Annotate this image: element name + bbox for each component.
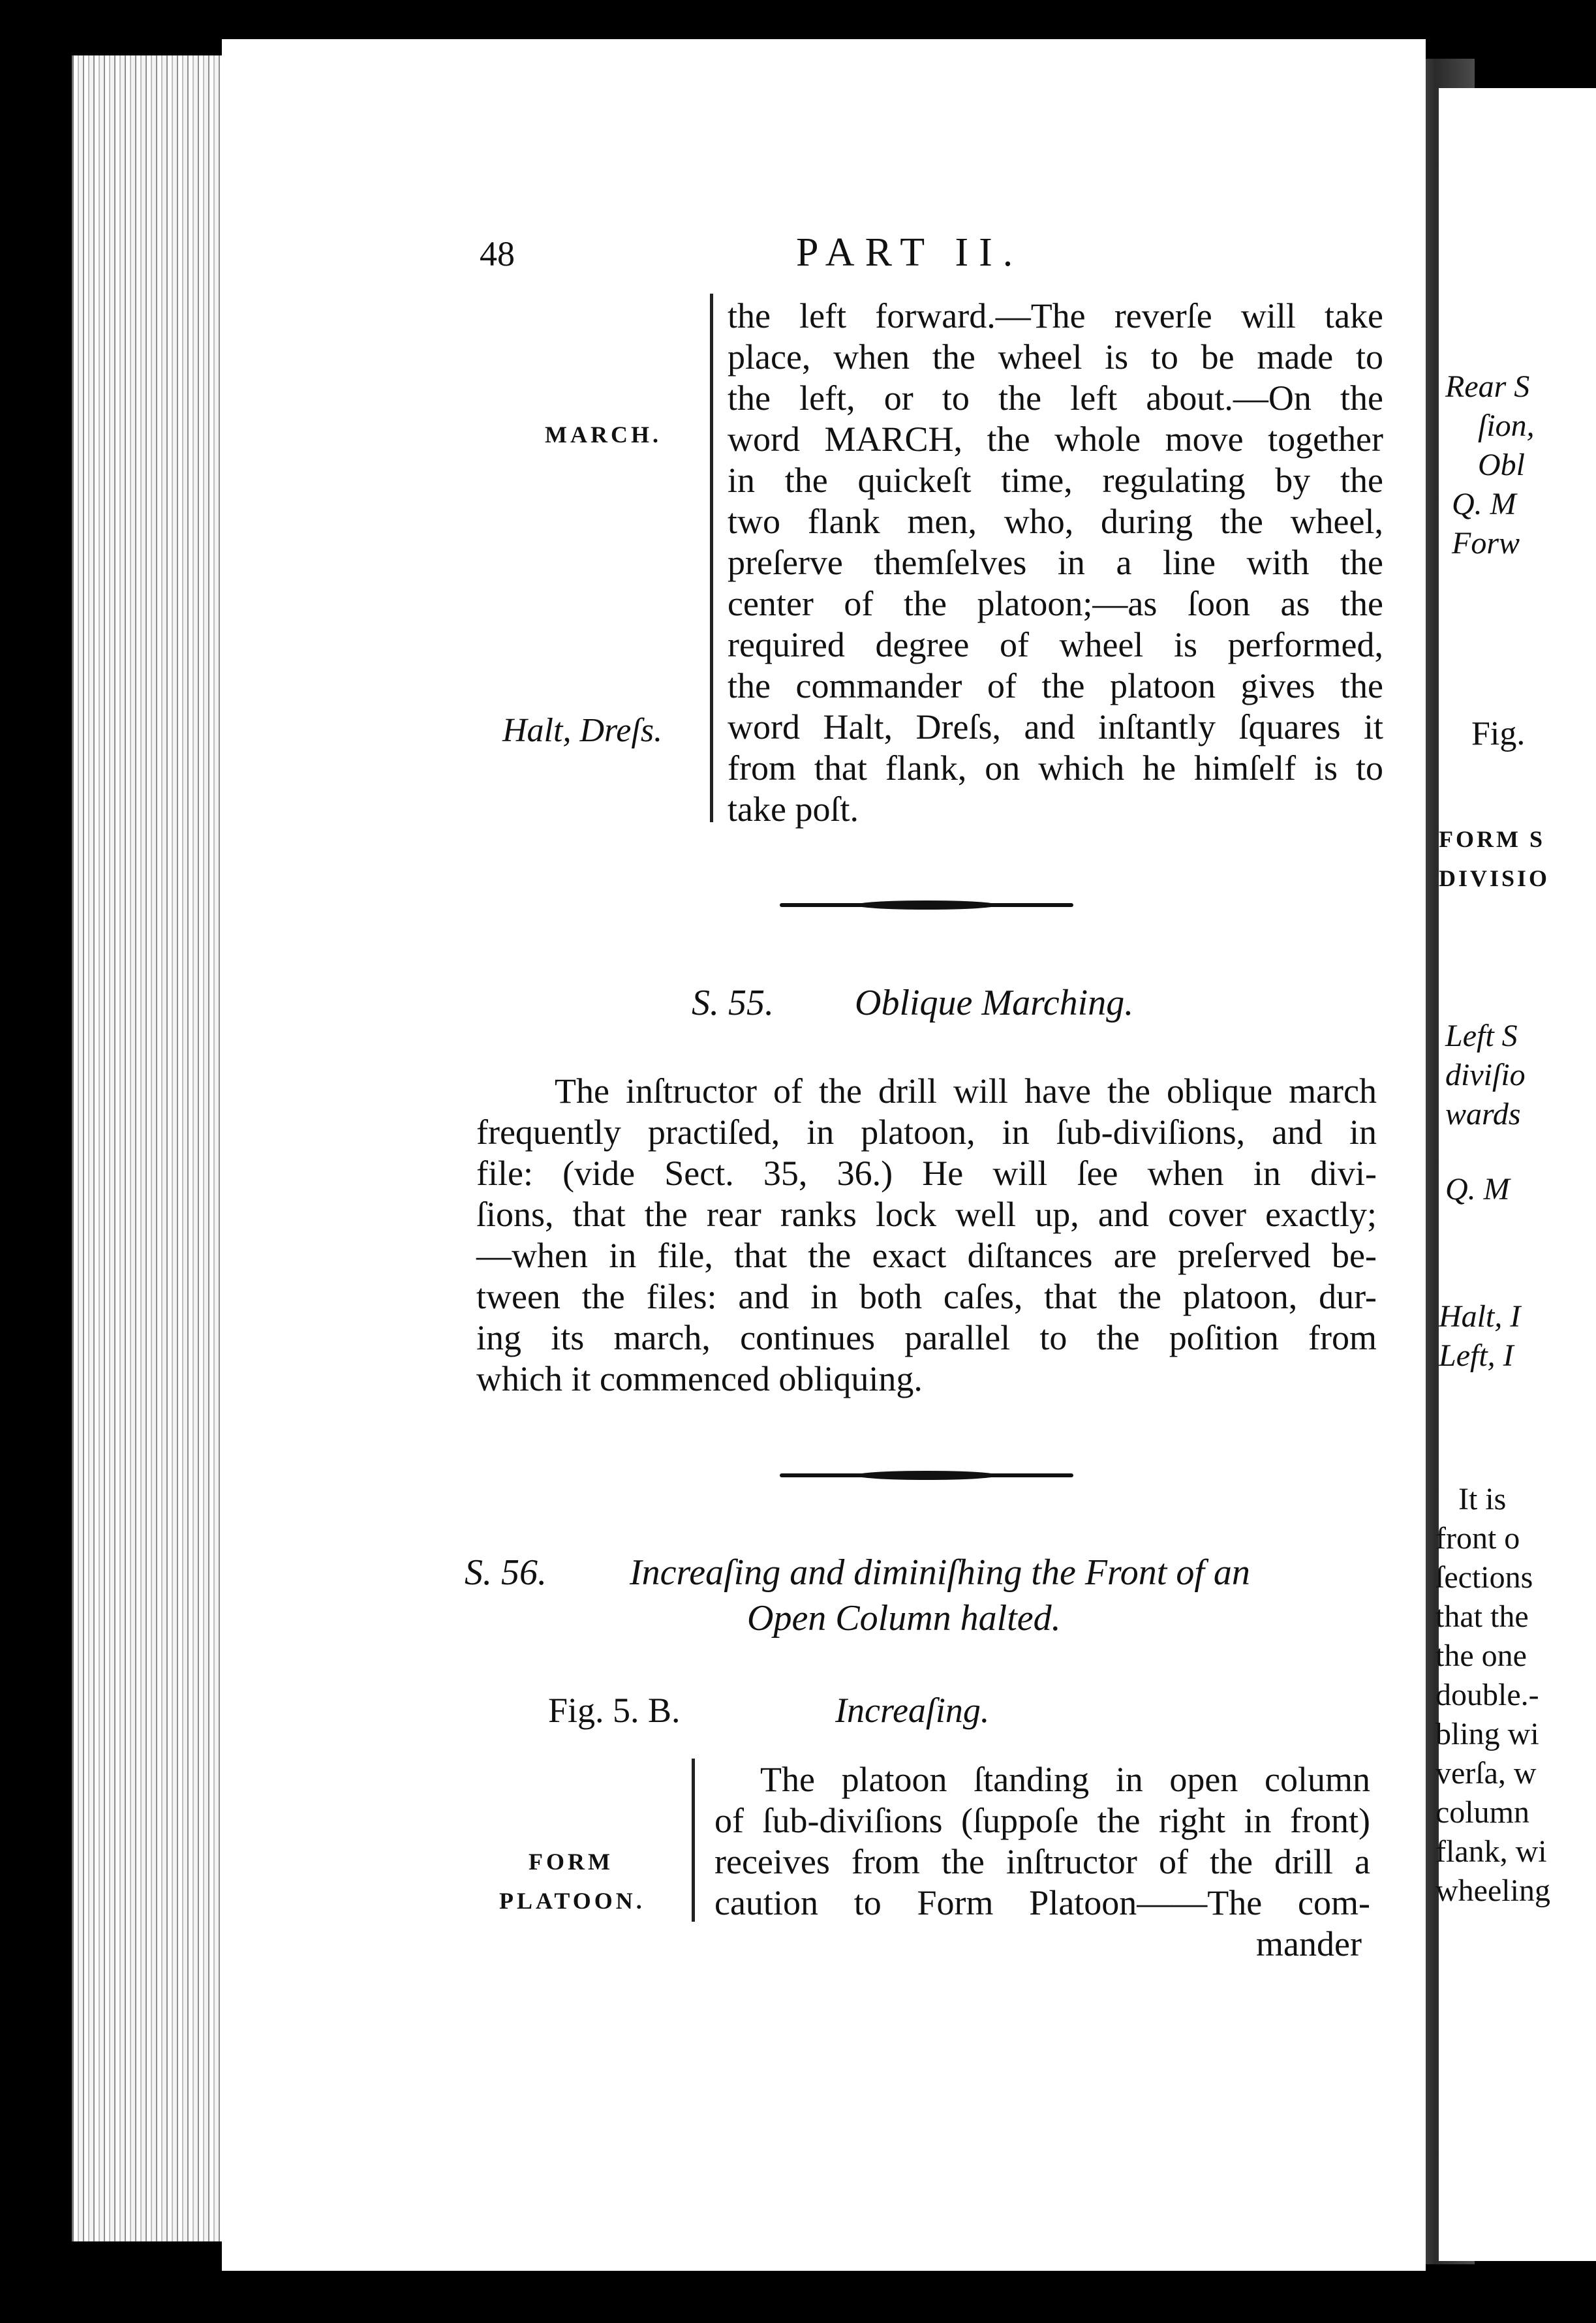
text-line: caution to Form Platoon——The com-: [714, 1883, 1370, 1922]
text-line: preſerve themſelves in a line with the: [728, 543, 1383, 582]
text-line: the left, or to the left about.—On the: [728, 378, 1383, 418]
facing-line: Fig.: [1471, 715, 1526, 752]
facing-line: wheeling: [1435, 1873, 1550, 1908]
section-rule-swell: [855, 1471, 998, 1480]
margin-note-halt: Halt, Dreſs.: [502, 712, 663, 749]
text-line: The platoon ſtanding in open column: [760, 1760, 1370, 1799]
text-line: The inſtructor of the drill will have the oblique march: [555, 1071, 1377, 1111]
facing-line: front o: [1435, 1521, 1520, 1556]
facing-line: Halt, I: [1439, 1299, 1521, 1334]
text-line: file: (vide Sect. 35, 36.) He will ſee when in divi-: [476, 1154, 1377, 1193]
margin-note-form: FORM: [529, 1849, 613, 1875]
running-head: PART II.: [796, 230, 1024, 275]
section-56-title-line2: Open Column halted.: [747, 1598, 1061, 1638]
section-55-title: Oblique Marching.: [855, 983, 1134, 1023]
catchword: mander: [1256, 1924, 1362, 1963]
text-line: two flank men, who, during the wheel,: [728, 502, 1383, 541]
text-line: word MARCH, the whole move together: [728, 420, 1383, 459]
text-line: frequently practiſed, in platoon, in ſub-diviſions, and in: [476, 1113, 1377, 1152]
facing-line: Obl: [1478, 448, 1525, 482]
margin-note-platoon: PLATOON.: [499, 1888, 645, 1914]
text-line: which it commenced obliquing.: [476, 1359, 923, 1398]
facing-line: Rear S: [1445, 369, 1530, 404]
facing-line: column: [1435, 1795, 1529, 1830]
text-line: center of the platoon;—as ſoon as the: [728, 584, 1383, 623]
margin-brace: [692, 1759, 703, 1922]
facing-line: wards: [1445, 1097, 1521, 1131]
facing-line: Q. M: [1445, 1172, 1510, 1207]
facing-line: bling wi: [1435, 1717, 1539, 1751]
subsection-title: Increaſing.: [835, 1691, 990, 1730]
facing-line: double.-: [1435, 1678, 1539, 1712]
facing-line: Left S: [1445, 1019, 1518, 1053]
facing-line: ſections: [1435, 1560, 1533, 1595]
facing-line: DIVISIO: [1439, 865, 1550, 891]
facing-line: FORM S: [1439, 826, 1545, 852]
text-line: —when in file, that the exact diſtances are preſerved be-: [476, 1236, 1377, 1275]
facing-line: the one: [1435, 1638, 1527, 1673]
facing-line: flank, wi: [1435, 1834, 1547, 1869]
text-line: from that flank, on which he himſelf is to: [728, 748, 1383, 788]
facing-line: ſion,: [1478, 408, 1535, 443]
text-line: receives from the inſtructor of the drill a: [714, 1842, 1370, 1881]
text-line: take poſt.: [728, 790, 859, 829]
section-56-title-line1: Increaſing and diminiſhing the Front of an: [630, 1552, 1250, 1593]
text-line: the commander of the platoon gives the: [728, 666, 1383, 705]
page-number: 48: [480, 234, 515, 273]
facing-line: It is: [1458, 1482, 1507, 1516]
text-line: in the quickeſt time, regulating by the: [728, 461, 1383, 500]
text-line: the left forward.—The reverſe will take: [728, 296, 1383, 335]
section-55-number: S. 55.: [692, 983, 774, 1023]
text-line: ſions, that the rear ranks lock well up, and cover exactly;: [476, 1195, 1377, 1234]
text-line: ing its march, continues parallel to the poſition from: [476, 1318, 1377, 1357]
text-line: tween the files: and in both caſes, that the platoon, dur-: [476, 1277, 1377, 1316]
text-line: required degree of wheel is performed,: [728, 625, 1383, 664]
margin-note-march: MARCH.: [545, 422, 662, 448]
facing-line: that the: [1435, 1599, 1529, 1634]
facing-line: Forw: [1452, 526, 1520, 561]
margin-brace: [710, 294, 721, 822]
facing-line: verſa, w: [1435, 1756, 1537, 1791]
facing-line: diviſio: [1445, 1058, 1526, 1092]
facing-line: Left, I: [1439, 1338, 1514, 1373]
section-rule-swell: [855, 900, 998, 910]
text-line: place, when the wheel is to be made to: [728, 337, 1383, 377]
figure-reference: Fig. 5. B.: [548, 1691, 681, 1730]
facing-page: [1435, 88, 1596, 2261]
page-edges: [72, 55, 237, 2241]
text-line: word Halt, Dreſs, and inſtantly ſquares it: [728, 707, 1383, 746]
facing-line: Q. M: [1452, 487, 1516, 521]
text-line: of ſub-diviſions (ſuppoſe the right in front): [714, 1801, 1370, 1840]
section-56-number: S. 56.: [465, 1552, 547, 1593]
